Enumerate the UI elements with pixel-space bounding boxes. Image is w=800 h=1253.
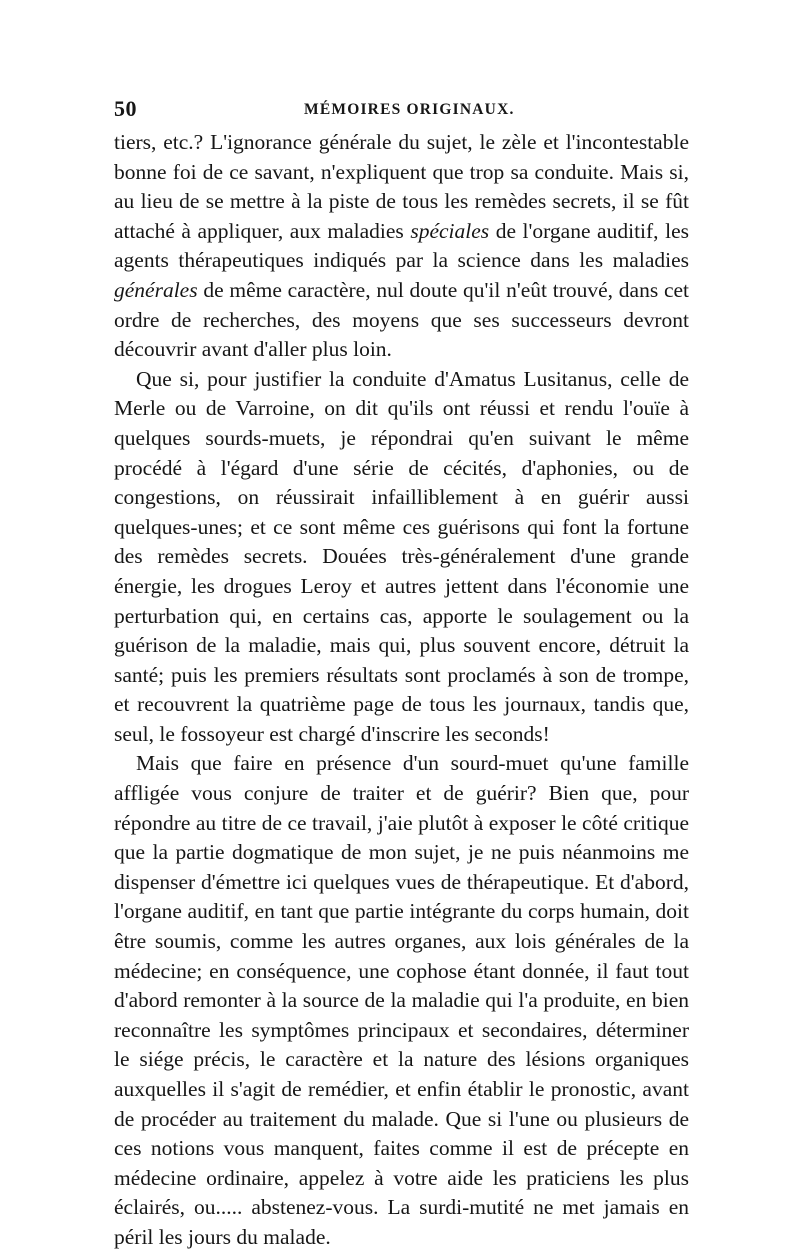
paragraph-p1: [114, 128, 689, 365]
italic-term: générales: [114, 277, 198, 302]
page-number: 50: [114, 96, 137, 121]
paragraph-p2: [114, 365, 689, 750]
running-title: MÉMOIRES ORIGINAUX.: [304, 101, 515, 118]
text-run: Que si, pour justifier la conduite d'Amatus Lusitanus, celle de Merle ou de Varroine, on dit qu'ils ont réussi et rendu l'ouïe à quelques sourds-muets, je répondrai qu'en suivant le même procédé à l'égard d'une série de cécités, d'aphonies, ou de congestions, on réussirait infailliblement à en guérir aussi quelques-unes; et ce sont même ces guérisons qui font la fortune des remèdes secrets. Douées très-généralement d'une grande énergie, les drogues Leroy et autres jettent dans l'économie une perturbation qui, en certains cas, apporte le soulagement ou la guérison de la maladie, mais qui, plus souvent encore, détruit la santé; puis les premiers résultats sont proclamés à son de trompe, et recouvrent la quatrième page de tous les journaux, tandis que, seul, le fossoyeur est chargé d'inscrire les seconds!: [114, 366, 689, 746]
page-header: [114, 96, 689, 126]
paragraph-p3: [114, 749, 689, 1252]
text-run: de même caractère, nul doute qu'il n'eût trouvé, dans cet ordre de recherches, des moyens que ses successeurs devront découvrir avant d'aller plus loin.: [114, 277, 689, 362]
text-run: tiers, etc.? L'ignorance générale du sujet, le zèle et l'incontestable bonne foi de ce savant, n'expliquent que trop sa conduite. Mais si, au lieu de se mettre à la piste de tous les remèdes secrets, il se fût attaché à appliquer, aux maladies: [114, 130, 689, 243]
body-text: [114, 128, 689, 1253]
text-run: Mais que faire en présence d'un sourd-muet qu'une famille affligée vous conjure de traiter et de guérir? Bien que, pour répondre au titre de ce travail, j'aie plutôt à exposer le côté critique que la partie dogmatique de mon sujet, je ne puis néanmoins me dispenser d'émettre ici quelques vues de thérapeutique. Et d'abord, l'organe auditif, en tant que partie intégrante du corps humain, doit être soumis, comme les autres organes, aux lois générales de la médecine; en conséquence, une cophose étant donnée, il faut tout d'abord remonter à la source de la maladie qui l'a produite, en bien reconnaître les symptômes principaux et secondaires, déterminer le siége précis, le caractère et la nature des lésions organiques auxquelles il s'agit de remédier, et enfin établir le pronostic, avant de procéder au traitement du malade. Que si l'une ou plusieurs de ces notions vous manquent, faites comme il est de précepte en médecine ordinaire, appelez à votre aide les praticiens les plus éclairés, ou..... abstenez-vous. La surdi-mutité ne met jamais en péril les jours du malade.: [114, 751, 689, 1249]
italic-term: spéciales: [410, 218, 490, 243]
text-run: de l'organe auditif, les agents thérapeutiques indiqués par la science dans les maladies: [114, 218, 689, 273]
